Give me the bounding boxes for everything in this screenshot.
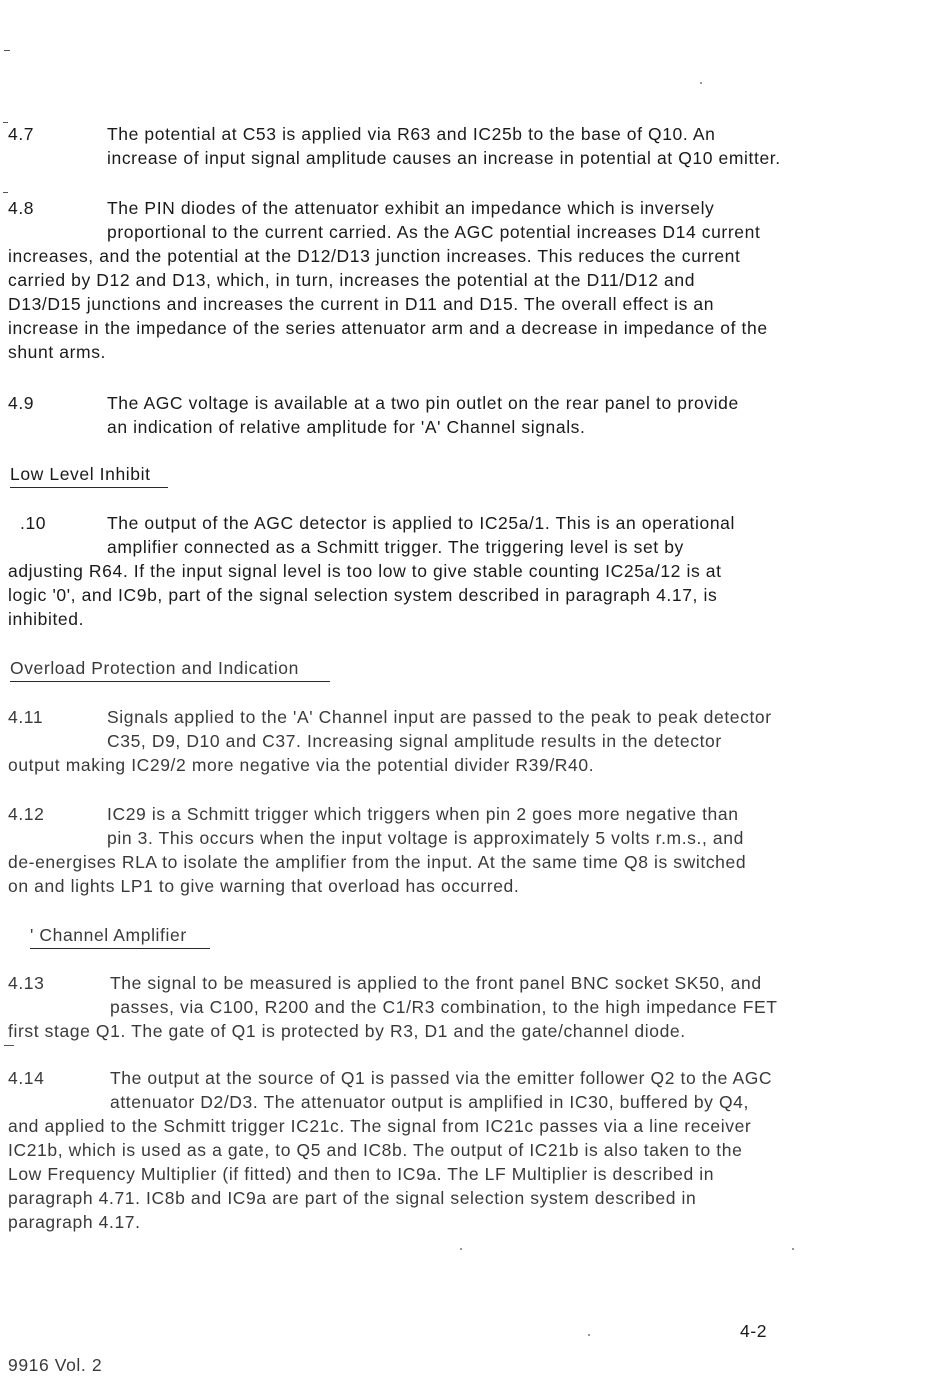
paragraph-line: and applied to the Schmitt trigger IC21c. The signal from IC21c passes via a line receiver	[8, 1116, 752, 1136]
paragraph-number: 4.13	[8, 973, 45, 993]
paragraph-line: de-energises RLA to isolate the amplifier from the input. At the same time Q8 is switched	[8, 852, 747, 872]
scan-dot	[700, 82, 702, 84]
paragraph-line: passes, via C100, R200 and the C1/R3 combination, to the high impedance FET	[110, 997, 778, 1017]
page-number: 4-2	[740, 1321, 768, 1341]
paragraph-line: adjusting R64. If the input signal level is too low to give stable counting IC25a/12 is at	[8, 561, 722, 581]
paragraph-line: logic '0', and IC9b, part of the signal selection system described in paragraph 4.17, is	[8, 585, 718, 605]
paragraph-number: 4.9	[8, 393, 35, 413]
paragraph-line: The potential at C53 is applied via R63 and IC25b to the base of Q10. An	[107, 124, 716, 144]
paragraph-number: 4.12	[8, 804, 45, 824]
paragraph-line: pin 3. This occurs when the input voltage is approximately 5 volts r.m.s., and	[107, 828, 744, 848]
scan-dot	[792, 1248, 794, 1250]
paragraph-line: paragraph 4.71. IC8b and IC9a are part of the signal selection system described in	[8, 1188, 697, 1208]
paragraph-number: .10	[20, 513, 47, 533]
scan-mark	[3, 192, 8, 193]
paragraph-line: The AGC voltage is available at a two pin outlet on the rear panel to provide	[107, 393, 739, 413]
paragraph-line: The signal to be measured is applied to the front panel BNC socket SK50, and	[110, 973, 762, 993]
heading-underline	[10, 487, 168, 488]
heading-underline	[10, 681, 330, 682]
paragraph-line: increases, and the potential at the D12/D13 junction increases. This reduces the current	[8, 246, 741, 266]
paragraph-line: Low Frequency Multiplier (if fitted) and then to IC9a. The LF Multiplier is described in	[8, 1164, 715, 1184]
heading-underline	[30, 948, 210, 949]
paragraph-line: IC21b, which is used as a gate, to Q5 and IC8b. The output of IC21b is also taken to the	[8, 1140, 743, 1160]
paragraph-line: C35, D9, D10 and C37. Increasing signal amplitude results in the detector	[107, 731, 722, 751]
section-heading	[10, 658, 330, 682]
paragraph-line: The output of the AGC detector is applied to IC25a/1. This is an operational	[107, 513, 735, 533]
paragraph-line: amplifier connected as a Schmitt trigger. The triggering level is set by	[107, 537, 684, 557]
paragraph-line: increase in the impedance of the series attenuator arm and a decrease in impedance of the	[8, 318, 768, 338]
paragraph-line: on and lights LP1 to give warning that overload has occurred.	[8, 876, 520, 896]
paragraph-line: paragraph 4.17.	[8, 1212, 141, 1232]
paragraph-line: carried by D12 and D13, which, in turn, increases the potential at the D11/D12 and	[8, 270, 696, 290]
scan-mark	[4, 1045, 14, 1046]
scan-mark	[4, 50, 10, 51]
paragraph-line: The output at the source of Q1 is passed via the emitter follower Q2 to the AGC	[110, 1068, 773, 1088]
paragraph-number: 4.8	[8, 198, 35, 218]
scan-dot	[588, 1334, 590, 1336]
scan-mark	[3, 122, 8, 123]
paragraph-line: D13/D15 junctions and increases the current in D11 and D15. The overall effect is an	[8, 294, 715, 314]
section-heading	[30, 925, 210, 949]
section-heading	[10, 464, 168, 488]
paragraph-line: increase of input signal amplitude causes an increase in potential at Q10 emitter.	[107, 148, 781, 168]
section-heading-text: Low Level Inhibit	[10, 464, 151, 484]
section-heading-text: Overload Protection and Indication	[10, 658, 299, 678]
paragraph-number: 4.7	[8, 124, 35, 144]
paragraph-line: first stage Q1. The gate of Q1 is protected by R3, D1 and the gate/channel diode.	[8, 1021, 686, 1041]
paragraph-line: an indication of relative amplitude for 'A' Channel signals.	[107, 417, 586, 437]
paragraph-line: shunt arms.	[8, 342, 107, 362]
paragraph-line: Signals applied to the 'A' Channel input are passed to the peak to peak detector	[107, 707, 772, 727]
paragraph-line: proportional to the current carried. As the AGC potential increases D14 current	[107, 222, 761, 242]
paragraph-line: attenuator D2/D3. The attenuator output is amplified in IC30, buffered by Q4,	[110, 1092, 749, 1112]
section-heading-text: ' Channel Amplifier	[30, 925, 187, 945]
paragraph-line: output making IC29/2 more negative via the potential divider R39/R40.	[8, 755, 595, 775]
paragraph-line: IC29 is a Schmitt trigger which triggers when pin 2 goes more negative than	[107, 804, 739, 824]
paragraph-number: 4.14	[8, 1068, 45, 1088]
paragraph-line: inhibited.	[8, 609, 85, 629]
paragraph-number: 4.11	[8, 707, 44, 727]
scan-dot	[460, 1248, 462, 1250]
document-reference: 9916 Vol. 2	[8, 1355, 103, 1375]
paragraph-line: The PIN diodes of the attenuator exhibit an impedance which is inversely	[107, 198, 715, 218]
